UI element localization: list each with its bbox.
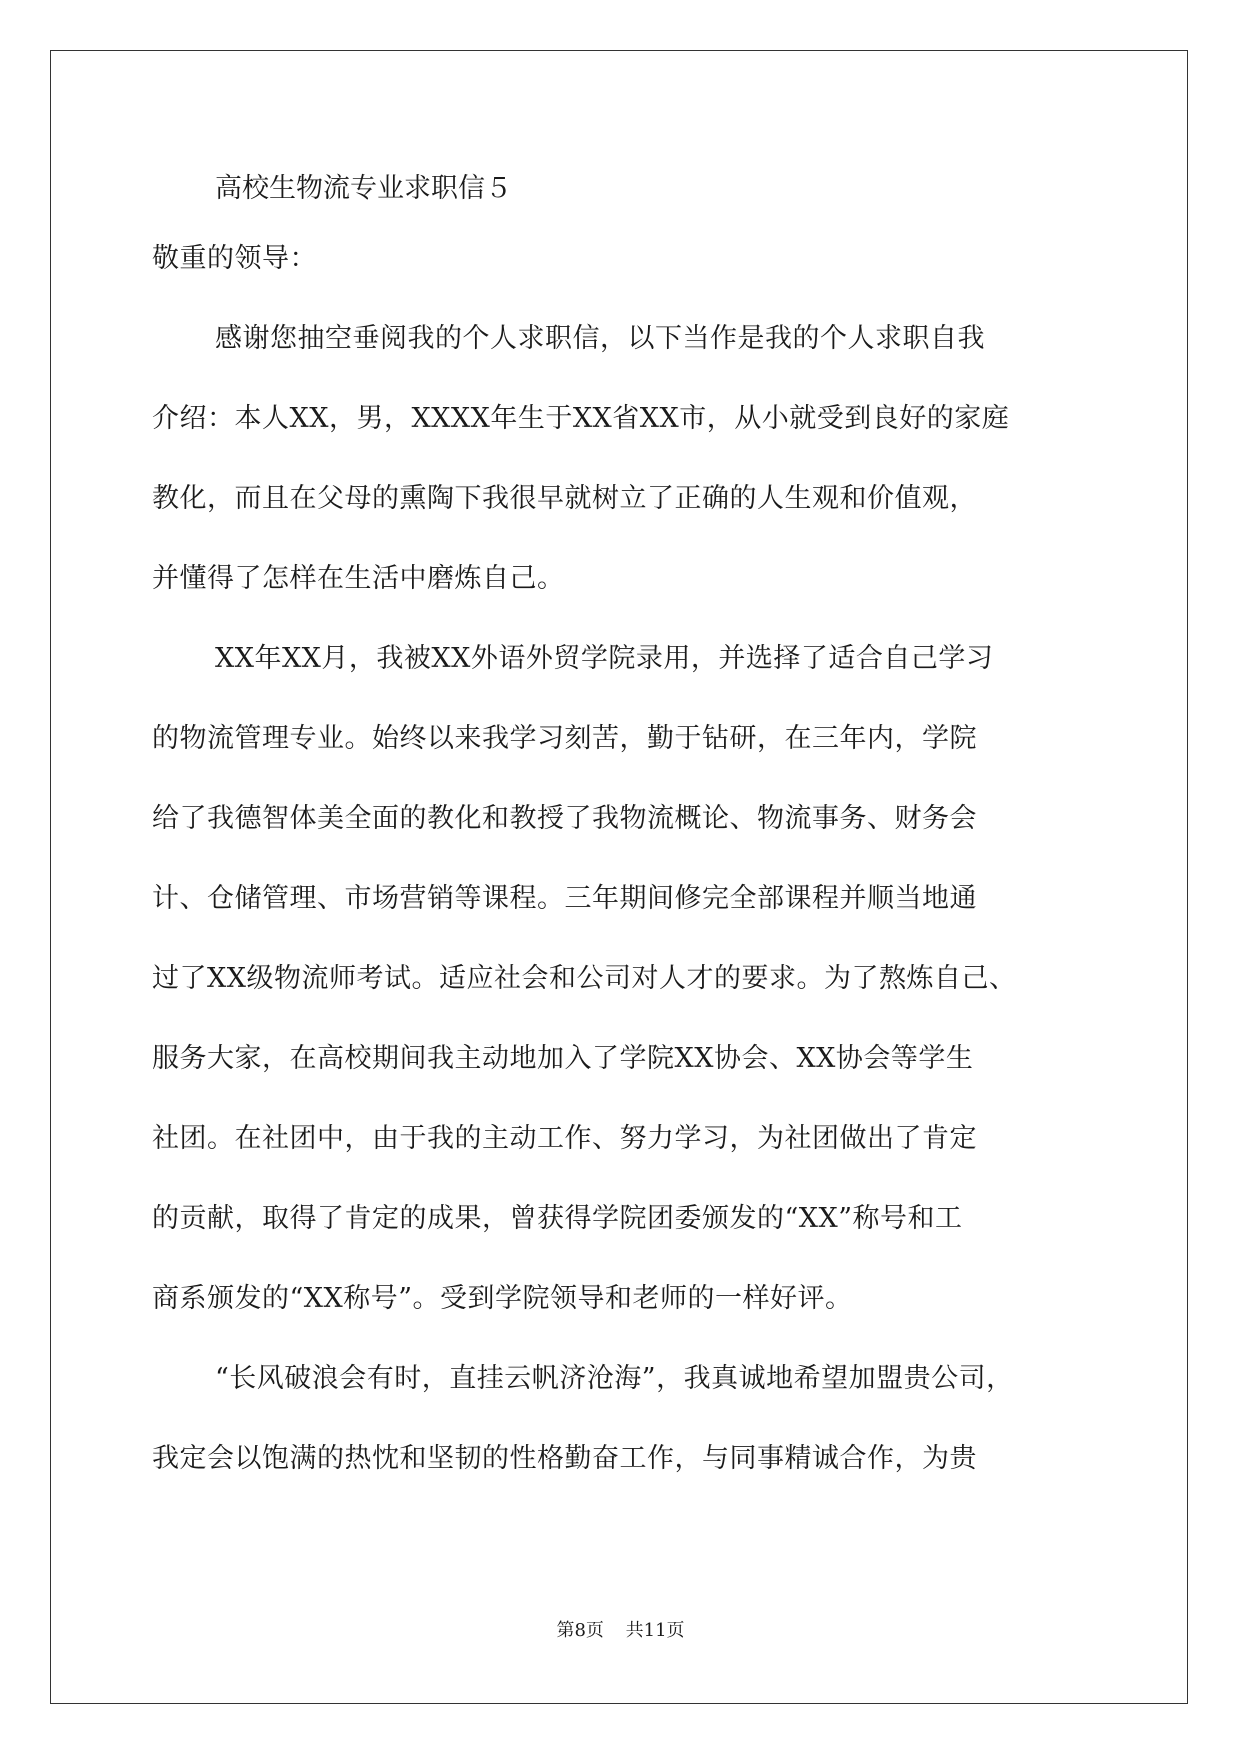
body-line-12: 的贡献，取得了肯定的成果，曾获得学院团委颁发的“XX”称号和工 xyxy=(152,1203,963,1234)
body-line-10: 服务大家，在高校期间我主动地加入了学院XX协会、XX协会等学生 xyxy=(152,1043,974,1074)
body-line-6: 的物流管理专业。始终以来我学习刻苦，勤于钻研，在三年内，学院 xyxy=(152,723,977,754)
body-line-14: “长风破浪会有时，直挂云帆济沧海”，我真诚地希望加盟贵公司， xyxy=(215,1363,1014,1394)
body-line-13: 商系颁发的“XX称号”。受到学院领导和老师的一样好评。 xyxy=(152,1283,853,1314)
page-footer xyxy=(0,1620,1241,1642)
document-title: 高校生物流专业求职信５ xyxy=(215,173,512,204)
body-line-3: 教化，而且在父母的熏陶下我很早就树立了正确的人生观和价值观， xyxy=(152,483,977,514)
body-line-8: 计、仓储管理、市场营销等课程。三年期间修完全部课程并顺当地通 xyxy=(152,883,977,914)
body-line-9: 过了XX级物流师考试。适应社会和公司对人才的要求。为了熬炼自己、 xyxy=(152,963,1017,994)
body-line-4: 并懂得了怎样在生活中磨炼自己。 xyxy=(152,563,565,594)
body-line-5: XX年XX月，我被XX外语外贸学院录用，并选择了适合自己学习 xyxy=(215,643,994,674)
page-number-current: 第8页 xyxy=(556,1620,604,1641)
body-line-15: 我定会以饱满的热忱和坚韧的性格勤奋工作，与同事精诚合作，为贵 xyxy=(152,1443,977,1474)
body-line-11: 社团。在社团中，由于我的主动工作、努力学习，为社团做出了肯定 xyxy=(152,1123,977,1154)
body-line-7: 给了我德智体美全面的教化和教授了我物流概论、物流事务、财务会 xyxy=(152,803,977,834)
body-line-2: 介绍：本人XX，男，XXXX年生于XX省XX市，从小就受到良好的家庭 xyxy=(152,403,1010,434)
page-number-total: 共11页 xyxy=(625,1620,685,1641)
salutation: 敬重的领导： xyxy=(152,243,317,274)
body-line-1: 感谢您抽空垂阅我的个人求职信，以下当作是我的个人求职自我 xyxy=(215,323,985,354)
